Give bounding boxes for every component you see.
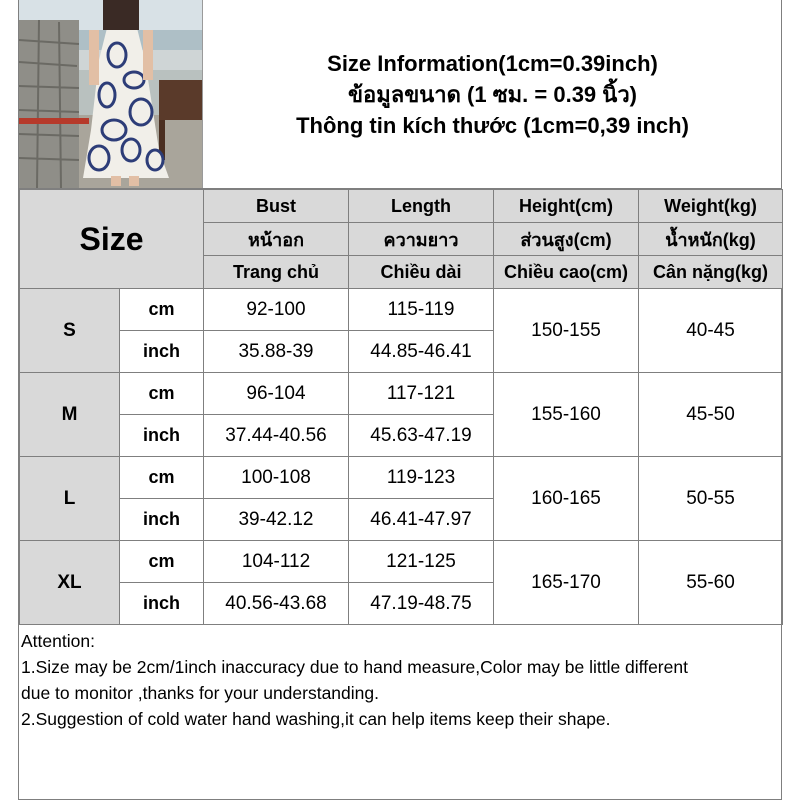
column-header-bust-thai: หน้าอก (204, 223, 349, 256)
unit-label-inch: inch (120, 331, 204, 373)
weight-l: 50-55 (639, 457, 783, 541)
bust-cm-m: 96-104 (204, 373, 349, 415)
length-inch-xl: 47.19-48.75 (349, 583, 494, 625)
length-cm-m: 117-121 (349, 373, 494, 415)
size-label-s: S (20, 289, 120, 373)
weight-m: 45-50 (639, 373, 783, 457)
unit-label-cm: cm (120, 373, 204, 415)
weight-xl: 55-60 (639, 541, 783, 625)
attention-note-2: 2.Suggestion of cold water hand washing,it can help items keep their shape. (21, 709, 611, 729)
height-l: 160-165 (494, 457, 639, 541)
unit-label-inch: inch (120, 583, 204, 625)
bust-cm-l: 100-108 (204, 457, 349, 499)
column-header-length-thai: ความยาว (349, 223, 494, 256)
length-inch-m: 45.63-47.19 (349, 415, 494, 457)
size-table (19, 189, 783, 625)
height-s: 150-155 (494, 289, 639, 373)
column-header-length: Length (349, 190, 494, 223)
size-information-header (203, 0, 782, 188)
column-header-height-vietnamese: Chiều cao(cm) (494, 256, 639, 289)
size-label-xl: XL (20, 541, 120, 625)
column-header-weight-thai: น้ำหนัก(kg) (639, 223, 783, 256)
height-m: 155-160 (494, 373, 639, 457)
unit-label-cm: cm (120, 541, 204, 583)
bust-inch-xl: 40.56-43.68 (204, 583, 349, 625)
product-photo (19, 0, 203, 188)
unit-label-inch: inch (120, 415, 204, 457)
column-header-weight: Weight(kg) (639, 190, 783, 223)
column-header-bust: Bust (204, 190, 349, 223)
unit-label-cm: cm (120, 289, 204, 331)
bust-cm-xl: 104-112 (204, 541, 349, 583)
attention-note-1-continued: due to monitor ,thanks for your understanding. (21, 683, 379, 703)
length-cm-s: 115-119 (349, 289, 494, 331)
attention-note-1: 1.Size may be 2cm/1inch inaccuracy due to hand measure,Color may be little different (21, 657, 688, 677)
length-inch-l: 46.41-47.97 (349, 499, 494, 541)
length-cm-xl: 121-125 (349, 541, 494, 583)
weight-s: 40-45 (639, 289, 783, 373)
bust-inch-m: 37.44-40.56 (204, 415, 349, 457)
attention-heading: Attention: (21, 631, 95, 651)
length-cm-l: 119-123 (349, 457, 494, 499)
column-header-height-thai: ส่วนสูง(cm) (494, 223, 639, 256)
unit-label-cm: cm (120, 457, 204, 499)
column-header-weight-vietnamese: Cân nặng(kg) (639, 256, 783, 289)
header-title-vietnamese: Thông tin kích thước (1cm=0,39 inch) (296, 112, 689, 138)
size-header: Size (20, 190, 204, 289)
attention-notes (21, 628, 779, 732)
height-xl: 165-170 (494, 541, 639, 625)
column-header-bust-vietnamese: Trang chủ (204, 256, 349, 289)
length-inch-s: 44.85-46.41 (349, 331, 494, 373)
column-header-length-vietnamese: Chiều dài (349, 256, 494, 289)
size-label-l: L (20, 457, 120, 541)
bust-cm-s: 92-100 (204, 289, 349, 331)
unit-label-inch: inch (120, 499, 204, 541)
bust-inch-s: 35.88-39 (204, 331, 349, 373)
header-title-english: Size Information(1cm=0.39inch) (327, 50, 658, 76)
size-label-m: M (20, 373, 120, 457)
model-dress-image (19, 0, 202, 188)
column-header-height: Height(cm) (494, 190, 639, 223)
header-title-thai: ข้อมูลขนาด (1 ซม. = 0.39 นิ้ว) (347, 81, 637, 107)
bust-inch-l: 39-42.12 (204, 499, 349, 541)
